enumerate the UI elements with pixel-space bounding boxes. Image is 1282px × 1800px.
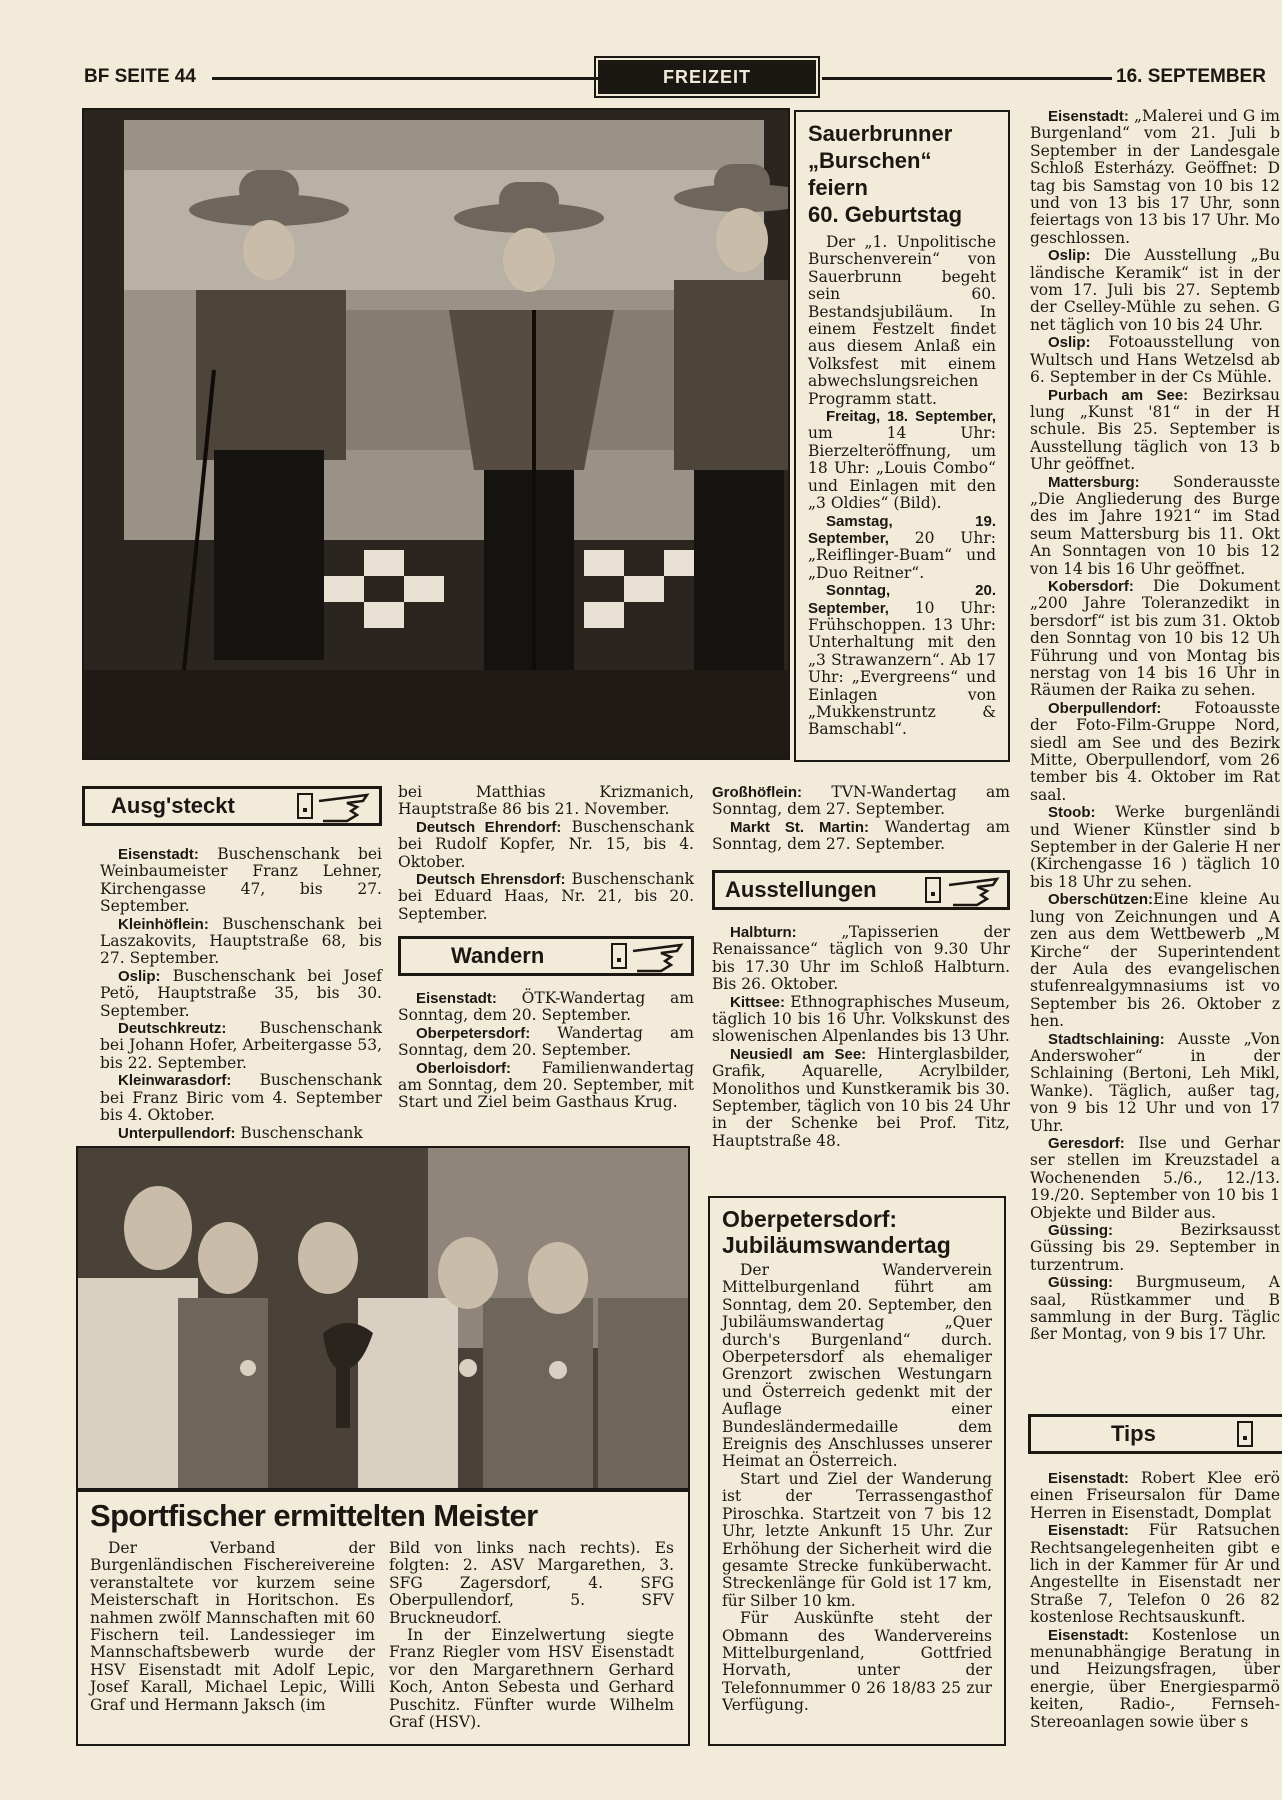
sportfischer-paragraph: In der Einzelwertung siegte Franz Riegler vom HSV Eisenstadt vor den Margarethnern Gerhard Koch, Anton Sebesta und Gerhard Puschitz. Fünfter wurde Wilhelm Graf (HSV). [389, 1626, 674, 1732]
ausstellungen-entry: Neusiedl am See: Hinterglasbilder, Grafik, Aquarelle, Acrylbilder, Monolithos und Kunstkeramik bis 30. September, täglich von 10 bis 24 Uhr in der Schenke bei Prof. Titz, Hauptstraße 48. [712, 1044, 1011, 1150]
lead-paragraph: Der „1. Unpolitische Burschenverein“ von Sauerbrunn begeht sein 60. Bestandsjubiläum. In einem Festzelt findet aus diesem Anlaß ein Volksfest mit einem abwechslungsreichen Programm statt. [808, 233, 996, 408]
sportfischer-photo [76, 1146, 690, 1490]
wandern-entry: Oberpetersdorf: Wandertag am Sonntag, dem 20. September. [398, 1023, 694, 1060]
lead-paragraph: Sonntag, 20. September, 10 Uhr: Frühschoppen. 13 Uhr: Unterhaltung mit den „3 Strawanzern“. Ab 17 Uhr: „Evergreens“ und Einlagen von „Mukkenstruntz & Bamschabl“. [808, 582, 996, 739]
lead-headline-line: feiern [808, 175, 868, 200]
wandern-col2 [398, 990, 694, 1112]
exhibit-entry: Stadtschlaining: Ausste „Von Anderswoher“ in der Schlaining (Bertoni, Leh Mikl, Wanke). Täglich, außer tag, von 9 bis 12 Uhr und von 17 Uhr. [1030, 1029, 1280, 1135]
ausgsteckt-entry: Kleinwarasdorf: Buschenschank bei Franz Biric vom 4. September bis 4. Oktober. [100, 1071, 382, 1125]
tips-label [1028, 1414, 1282, 1454]
label-box-ornament [297, 793, 313, 819]
exhibit-entry: Oberschützen:Eine kleine Au lung von Zeichnungen und A zen aus dem Wettbewerb „M Kirche“ der Superintendent der Aula des evangelischen stufenrealgymnasiums ist vo September bis 26. Oktober z hen. [1030, 890, 1280, 1031]
lead-headline [808, 120, 996, 228]
ausgsteckt-label-text: Ausg'steckt [111, 793, 235, 818]
exhibit-entry: Oberpullendorf: Fotoausste der Foto-Film-Gruppe Nord, siedl am See und des Bezirk Mitte, Oberpullendorf, vom 26 tember bis 4. Oktober im Rat saal. [1030, 698, 1280, 804]
wandern-entry: Großhöflein: TVN-Wandertag am Sonntag, dem 27. September. [712, 783, 1010, 819]
wandern-label [398, 936, 694, 976]
label-box-ornament [1237, 1421, 1253, 1447]
exhibit-entry: Geresdorf: Ilse und Gerhar ser stellen im Kreuzstadel a Wochenenden 5./6., 12./13. 19./20. September von 10 bis 1 Objekte und Bilder aus. [1030, 1133, 1280, 1222]
jubilaeum-paragraph: Der Wanderverein Mittelburgenland führt am Sonntag, dem 20. September, den Jubiläumswandertag „Quer durch's Burgenland“ durch. Oberpetersdorf als ehemaliger Grenzort zwischen Westungarn und Österreich gedenkt mit der Auflage einer Bundesländermedaille dem Ereignis des Anschlusses unserer Heimat an Österreich. [722, 1261, 992, 1471]
jubilaeum-headline-line: Oberpetersdorf: [722, 1206, 898, 1232]
lead-article-box [794, 110, 1010, 762]
exhibit-entry: Güssing: Bezirksausst Güssing bis 29. September in turzentrum. [1030, 1221, 1280, 1274]
wandern-col3 [712, 784, 1010, 854]
lead-paragraph: Samstag, 19. September, 20 Uhr: „Reiflinger-Buam“ und „Duo Reitner“. [808, 512, 996, 582]
exhibit-entry: Purbach am See: Bezirksau lung „Kunst '81“ in der H schule. Bis 25. September is Ausstellung täglich von 13 b Uhr geöffnet. [1030, 385, 1280, 474]
label-box-ornament [611, 943, 627, 969]
lead-paragraph: Freitag, 18. September, um 14 Uhr: Bierzelteröffnung, um 18 Uhr: „Louis Combo“ und Einlagen mit den „3 Oldies“ (Bild). [808, 408, 996, 513]
exhibit-entry: Mattersburg: Sonderausste „Die Angliederung des Burge des im Jahre 1921“ im Stad seum Mattersburg bis 11. Okt An Sonntagen von 10 bis 12 von 14 bis 16 Uhr geöffnet. [1030, 472, 1280, 578]
exhibit-entry: Oslip: Die Ausstellung „Bu ländische Keramik“ ist in der vom 17. Juli bis 27. Septemb der Cselley-Mühle zu sehen. G net täglich von 10 bis 24 Uhr. [1030, 246, 1280, 334]
exhibit-entry: Oslip: Fotoausstellung von Wultsch und Hans Wetzelsd ab 6. September in der Cs Mühle. [1030, 333, 1280, 387]
ausstellungen-list [712, 924, 1010, 1150]
jubilaeum-headline [722, 1206, 992, 1258]
jubilaeum-paragraph: Start und Ziel der Wanderung ist der Terrassengasthof Piroschka. Startzeit von 7 bis 12 Uhr, letzte Ankunft 15 Uhr. Zur Erhöhung der Sicherheit wird die gesamte Strecke funküberwacht. Streckenlänge für Gold ist 17 km, für Silber 10 km. [722, 1469, 992, 1610]
ausgsteckt-entry: Deutschkreutz: Buschenschank bei Johann Hofer, Arbeitergasse 53, bis 22. September. [100, 1019, 382, 1072]
exhibit-entry: Stoob: Werke burgenländi und Wiener Künstler sind b September in der Galerie H ner (Kirchengasse 16 ) täglich 10 bis 18 Uhr zu sehen. [1030, 803, 1280, 891]
pointing-hand-icon [947, 875, 1003, 907]
exhibit-entry: Kobersdorf: Die Dokument „200 Jahre Toleranzedikt in bersdorf“ ist bis zum 31. Oktob den Sonntag von 10 bis 12 Uh Führung und von Montag bis nerstag von 14 bis 16 Uhr in Räumen der Raika zu sehen. [1030, 576, 1280, 700]
exhibit-entry: Eisenstadt: „Malerei und G im Burgenland“ vom 21. Juli b September in der Landesgale Schloß Esterházy. Geöffnet: D tag bis Samstag von 10 bis 12 und von 13 bis 17 Uhr, sonn feiertags von 13 bis 17 Uhr. Mo geschlossen. [1030, 108, 1280, 247]
ausgsteckt-entry: Deutsch Ehrensdorf: Buschenschank bei Eduard Haas, Nr. 21, bis 20. September. [398, 870, 695, 923]
lead-headline-line: „Burschen“ [808, 148, 932, 173]
exhibit-entry: Güssing: Burgmuseum, A saal, Rüstkammer und B sammlung in der Burg. Täglic ßer Montag, von 9 bis 17 Uhr. [1030, 1273, 1280, 1344]
ausgsteckt-label [82, 786, 382, 826]
jubilaeum-paragraph: Für Auskünfte steht der Obmann des Wandervereins Mittelburgenland, Gottfried Horvath, unter der Telefonnummer 0 26 18/83 25 zur Verfügung. [722, 1609, 992, 1715]
ausgsteckt-col1 [100, 846, 382, 1142]
tips-entry: Eisenstadt: Robert Klee erö einen Friseursalon für Dame Herren in Eisenstadt, Domplat [1030, 1470, 1280, 1522]
ausgsteckt-entry: Deutsch Ehrendorf: Buschenschank bei Rudolf Kopfer, Nr. 15, bis 4. Oktober. [398, 817, 695, 871]
lead-photo-three-oldies [82, 108, 790, 760]
wandern-entry: Oberloisdorf: Familienwandertag am Sonntag, dem 20. September, mit Start und Ziel beim Gasthaus Krug. [398, 1058, 694, 1112]
wandern-entry: Markt St. Martin: Wandertag am Sonntag, dem 27. September. [712, 817, 1011, 854]
wandern-label-text: Wandern [451, 943, 545, 968]
header-rule-left [212, 77, 598, 80]
ausstellungen-entry: Kittsee: Ethnographisches Museum, täglich 10 bis 16 Uhr. Volkskunst des slowenischen Alpenlandes bis 13 Uhr. [712, 992, 1010, 1046]
ausgsteckt-col2 [398, 784, 694, 923]
jubilaeum-article-box [708, 1196, 1006, 1746]
sportfischer-paragraph: Bild von links nach rechts). Es folgten: 2. ASV Margarethen, 3. SFG Zagersdorf, 4. SFG Oberpullendorf, 5. SFV Bruckneudorf. [389, 1539, 674, 1627]
pointing-hand-icon [631, 941, 687, 973]
header-rule-right [822, 77, 1112, 80]
jubilaeum-headline-line: Jubiläumswandertag [722, 1232, 951, 1258]
ausstellungen-label-text: Ausstellungen [725, 877, 877, 902]
ausstellungen-entry: Halbturn: „Tapisserien der Renaissance“ täglich von 9.30 Uhr bis 17.30 Uhr im Schloß Halbturn. Bis 26. Oktober. [712, 923, 1010, 994]
tips-entry: Eisenstadt: Für Ratsuchen Rechtsangelegenheiten gibt e lich in der Kammer für Ar und Angestellte in Eisenstadt ner Straße 7, Telefon 0 26 82 kostenlose Rechtsauskunft. [1030, 1521, 1280, 1627]
lead-headline-line: 60. Geburtstag [808, 202, 963, 227]
ausgsteckt-entry: Oslip: Buschenschank bei Josef Petö, Hauptstraße 35, bis 30. September. [100, 966, 382, 1020]
page-number: BF SEITE 44 [84, 66, 196, 87]
ausgsteckt-entry: Unterpullendorf: Buschenschank [118, 1123, 363, 1142]
wandern-entry: Eisenstadt: ÖTK-Wandertag am Sonntag, dem 20. September. [398, 989, 694, 1025]
ausgsteckt-entry: Eisenstadt: Buschenschank bei Weinbaumeister Franz Lehner, Kirchengasse 47, bis 27. September. [100, 845, 382, 916]
ausgsteckt-entry: Kleinhöflein: Buschenschank bei Laszakovits, Hauptstraße 68, bis 27. September. [100, 914, 382, 968]
label-box-ornament [925, 877, 941, 903]
sportfischer-headline: Sportfischer ermittelten Meister [90, 1498, 538, 1533]
ausstellungen-label [712, 870, 1010, 910]
stage-performers-illustration [84, 110, 790, 760]
sportfischer-paragraph: Der Verband der Burgenländischen Fischereivereine veranstaltete vor kurzem seine Meisterschaft in Horitschon. Es nahmen zwölf Mannschaften mit 60 Fischern teil. Landessieger im Mannschaftsbewerb wurde der HSV Eisenstadt mit Adolf Lepic, Josef Karall, Michael Lepic, Willi Graf und Hermann Jaksch (im [90, 1539, 375, 1714]
ausgsteckt-entry: bei Matthias Krizmanich, Hauptstraße 86 bis 21. November. [398, 783, 694, 819]
pointing-hand-icon [317, 791, 373, 823]
issue-date: 16. SEPTEMBER [1116, 66, 1266, 87]
section-label: FREIZEIT [598, 60, 816, 94]
tips-list [1030, 1470, 1280, 1800]
sportfischer-article-box [76, 1490, 690, 1746]
anglers-team-illustration [78, 1148, 690, 1490]
tips-entry: Eisenstadt: Kostenlose un menunabhängige Beratung in und Heizungsfragen, über energie, über Energiesparmö keiten, Radio-, Fernseh- Stereoanlagen sowie über s [1030, 1625, 1280, 1731]
lead-headline-line: Sauerbrunner [808, 121, 953, 146]
tips-label-text: Tips [1111, 1421, 1156, 1446]
